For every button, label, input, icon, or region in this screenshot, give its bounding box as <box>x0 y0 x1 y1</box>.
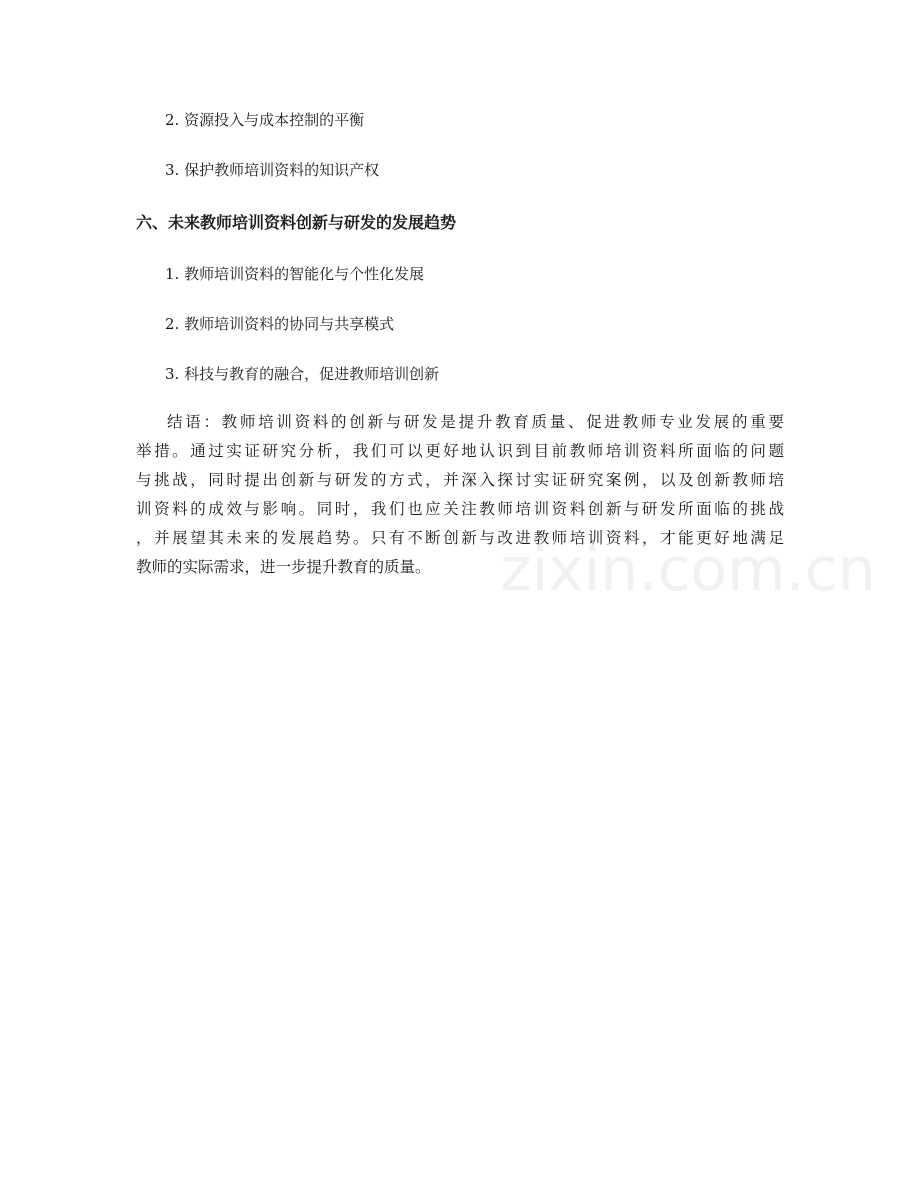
list-item-intellectual-property: 3. 保护教师培训资料的知识产权 <box>165 161 380 179</box>
watermark: zixin.com.cn <box>500 535 876 605</box>
conclusion-line: 结语：教师培训资料的创新与研发是提升教育质量、促进教师专业发展的重要 <box>167 413 784 431</box>
conclusion-line: 训资料的成效与影响。同时，我们也应关注教师培训资料创新与研发所面临的挑战 <box>136 500 784 518</box>
list-item-tech-education-fusion: 3. 科技与教育的融合，促进教师培训创新 <box>165 365 440 383</box>
conclusion-paragraph <box>136 408 784 582</box>
section-heading-future-trends: 六、未来教师培训资料创新与研发的发展趋势 <box>136 213 457 232</box>
conclusion-line: ，并展望其未来的发展趋势。只有不断创新与改进教师培训资料，才能更好地满足 <box>136 529 784 547</box>
list-item-collaboration-sharing: 2. 教师培训资料的协同与共享模式 <box>165 315 395 333</box>
conclusion-line: 教师的实际需求，进一步提升教育的质量。 <box>136 558 431 576</box>
list-item-intelligent-personalized: 1. 教师培训资料的智能化与个性化发展 <box>165 265 425 283</box>
conclusion-line: 与挑战，同时提出创新与研发的方式，并深入探讨实证研究案例，以及创新教师培 <box>136 471 784 489</box>
conclusion-line: 举措。通过实证研究分析，我们可以更好地认识到目前教师培训资料所面临的问题 <box>136 442 784 460</box>
list-item-resource-balance: 2. 资源投入与成本控制的平衡 <box>165 111 365 129</box>
